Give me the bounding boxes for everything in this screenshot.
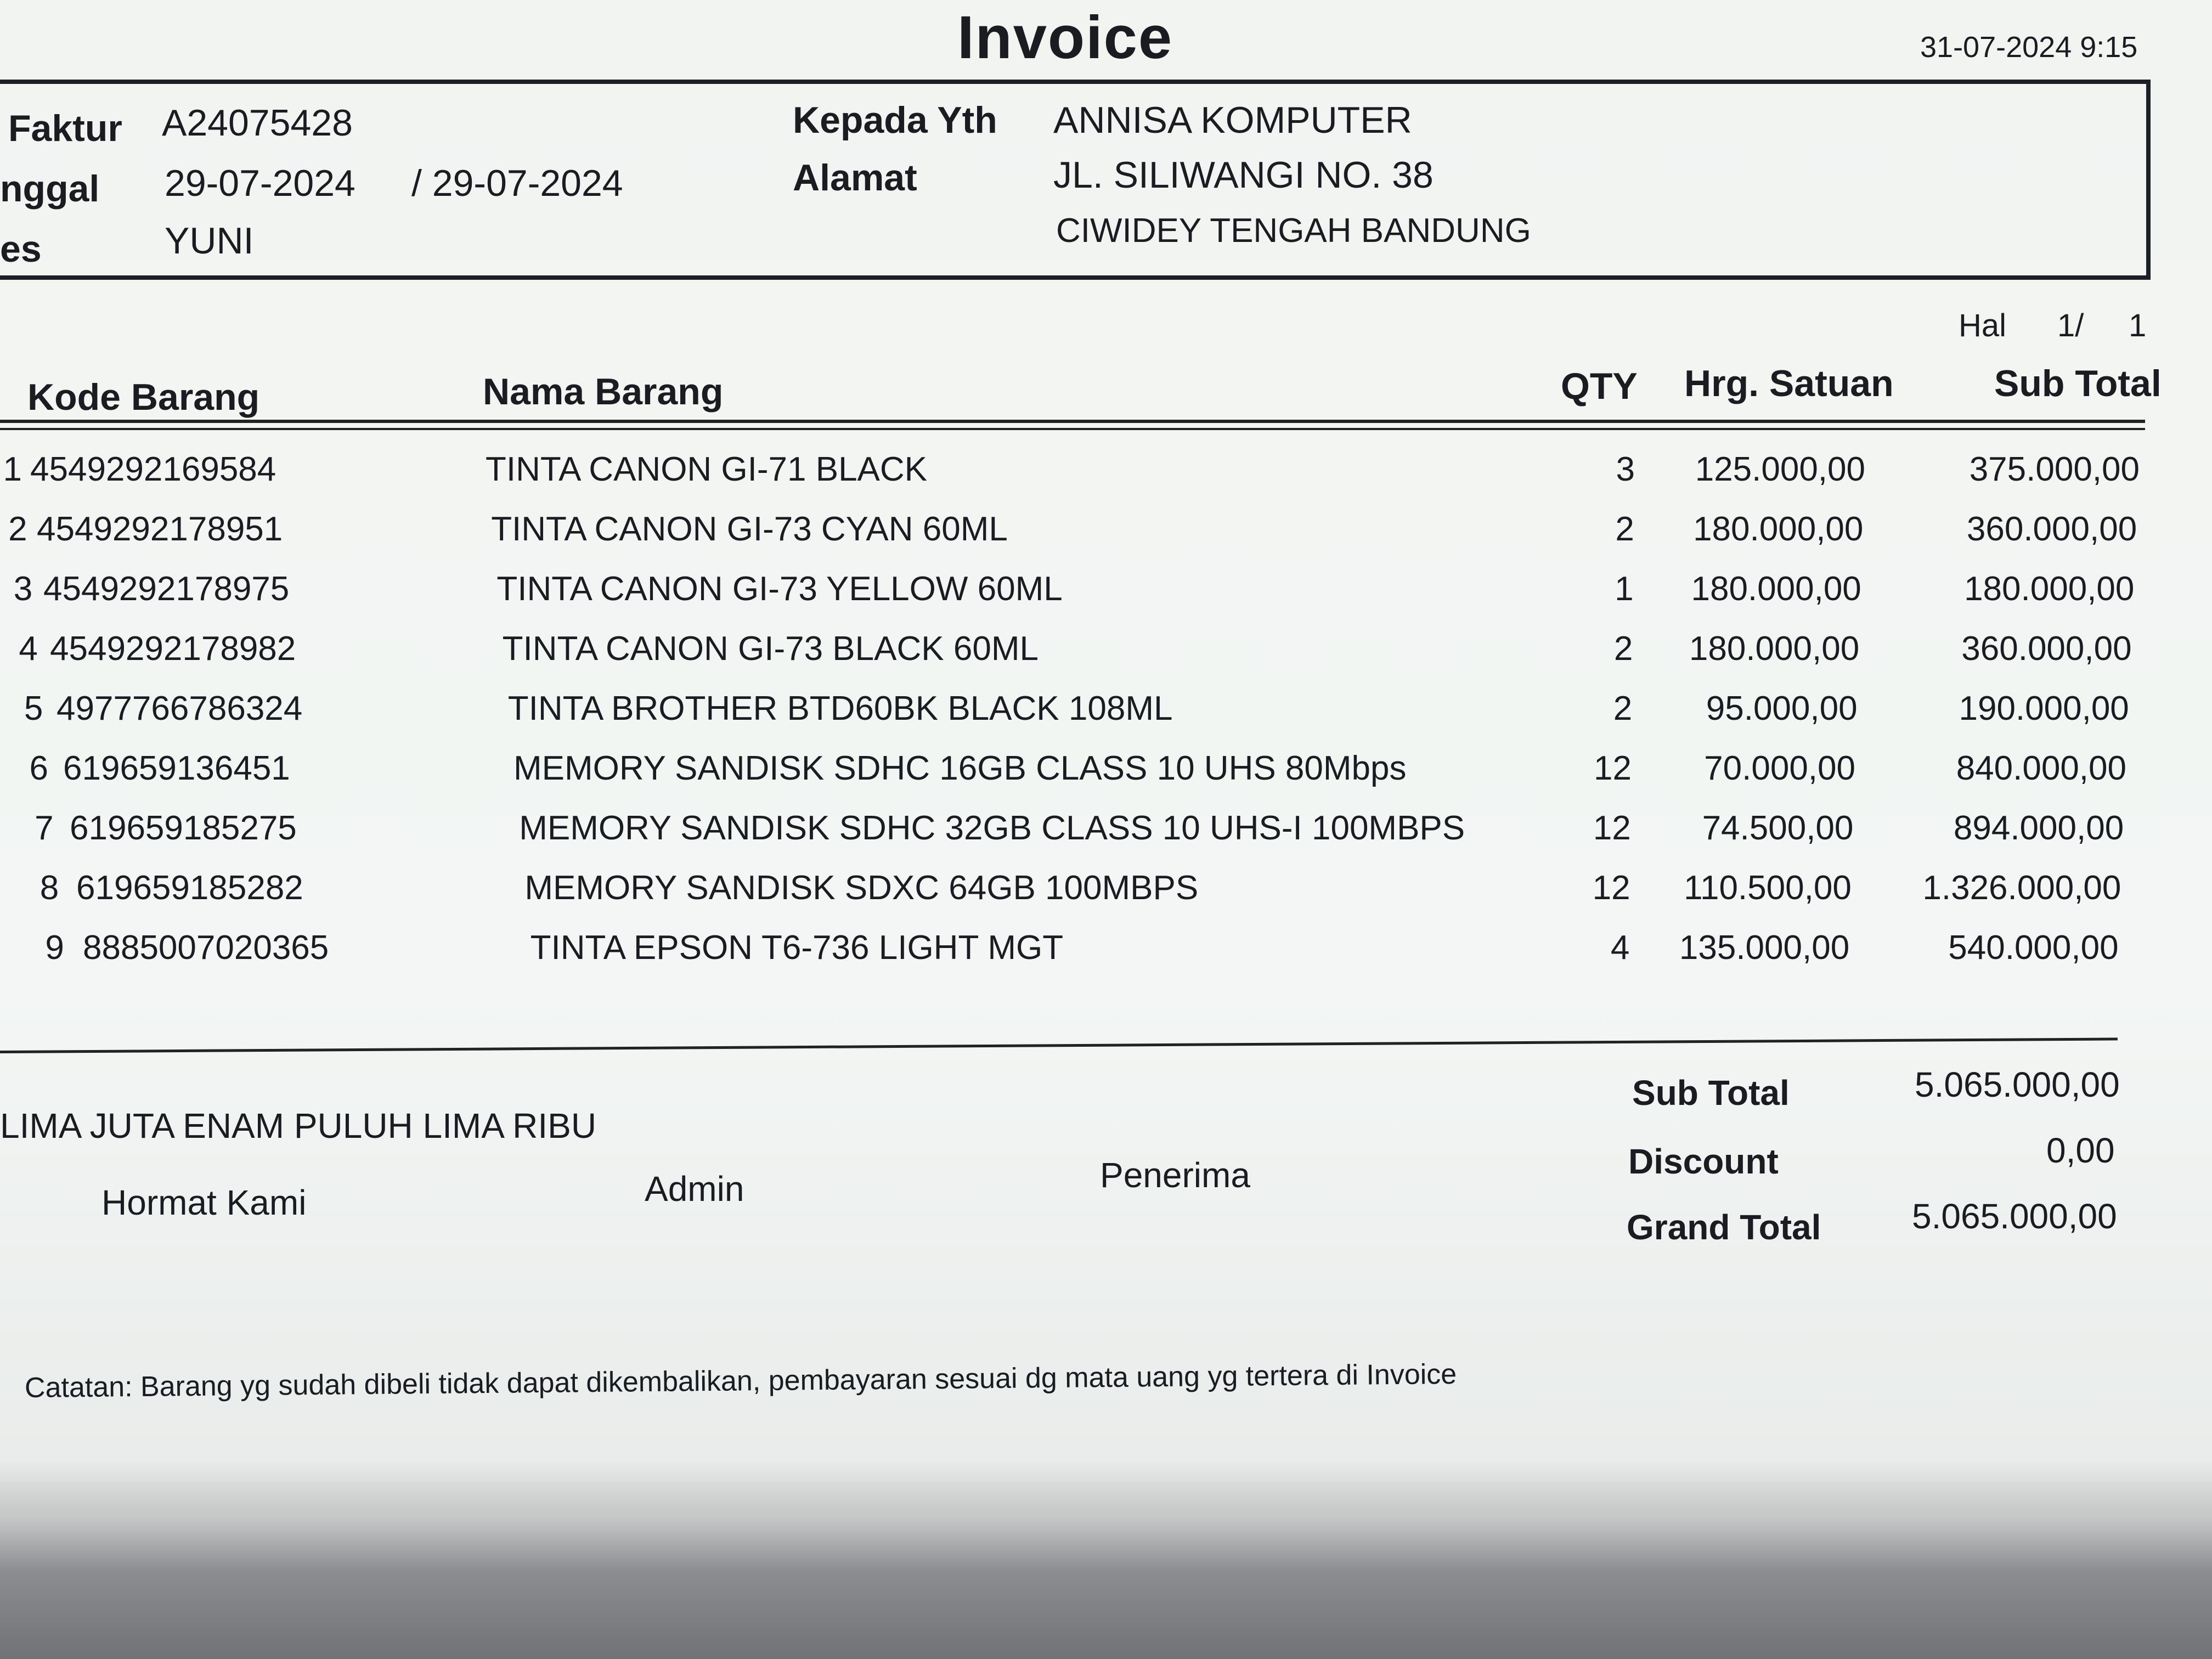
monitor-bezel: [0, 1514, 2212, 1659]
row-sub-total: 190.000,00: [1959, 690, 2129, 727]
row-qty: 2: [1613, 630, 1633, 668]
tanggal-due: / 29-07-2024: [411, 162, 623, 204]
col-sub-total: Sub Total: [1994, 363, 2162, 404]
row-sub-total: 180.000,00: [1964, 570, 2135, 608]
page-total: 1: [2129, 308, 2147, 343]
alamat-line2: CIWIDEY TENGAH BANDUNG: [1056, 212, 1531, 250]
row-qty: 12: [1594, 749, 1632, 787]
faktur-label: Faktur: [8, 108, 122, 149]
row-sub-total: 360.000,00: [1966, 510, 2137, 548]
row-nama-barang: TINTA CANON GI-73 YELLOW 60ML: [496, 570, 1063, 608]
row-sub-total: 894.000,00: [1953, 809, 2124, 847]
row-sub-total: 360.000,00: [1961, 630, 2132, 668]
row-qty: 1: [1615, 570, 1634, 608]
sales-value: YUNI: [165, 220, 254, 262]
row-qty: 4: [1610, 929, 1630, 967]
row-nama-barang: MEMORY SANDISK SDHC 32GB CLASS 10 UHS-I 100MBPS: [519, 809, 1465, 847]
amount-in-words: LIMA JUTA ENAM PULUH LIMA RIBU: [0, 1106, 597, 1146]
kepada-label: Kepada Yth: [793, 99, 997, 141]
row-kode-barang: 619659185282: [76, 869, 303, 907]
print-datetime: 31-07-2024 9:15: [1920, 31, 2138, 64]
row-kode-barang: 619659185275: [70, 809, 297, 847]
header-divider: [0, 420, 2145, 423]
invoice-note: Catatan: Barang yg sudah dibeli tidak dapat dikembalikan, pembayaran sesuai dg mata uang yg tertera di Invoice: [24, 1358, 1457, 1404]
kepada-value: ANNISA KOMPUTER: [1053, 99, 1412, 141]
sales-label: es: [0, 228, 42, 270]
subtotal-label: Sub Total: [1632, 1073, 1790, 1113]
subtotal-value: 5.065.000,00: [1915, 1065, 2120, 1104]
footer-divider: [0, 1037, 2118, 1053]
row-nama-barang: TINTA CANON GI-73 CYAN 60ML: [491, 510, 1008, 548]
row-harga-satuan: 125.000,00: [1695, 450, 1865, 488]
row-nama-barang: TINTA CANON GI-73 BLACK 60ML: [502, 630, 1039, 668]
row-harga-satuan: 74.500,00: [1702, 809, 1854, 847]
row-number: 4: [19, 630, 38, 668]
header-divider-double: [0, 428, 2145, 430]
row-number: 6: [29, 749, 48, 787]
col-nama-barang: Nama Barang: [483, 371, 724, 413]
row-nama-barang: TINTA BROTHER BTD60BK BLACK 108ML: [507, 690, 1173, 727]
row-qty: 12: [1592, 869, 1630, 907]
signature-hormat-kami: Hormat Kami: [101, 1183, 307, 1222]
row-harga-satuan: 180.000,00: [1693, 510, 1864, 548]
row-harga-satuan: 135.000,00: [1679, 929, 1850, 967]
row-sub-total: 840.000,00: [1956, 749, 2126, 787]
signature-penerima: Penerima: [1100, 1155, 1250, 1195]
signature-admin: Admin: [645, 1169, 744, 1209]
faktur-number: A24075428: [162, 102, 353, 144]
row-sub-total: 375.000,00: [1969, 450, 2140, 488]
row-harga-satuan: 180.000,00: [1691, 570, 1861, 608]
row-kode-barang: 619659136451: [63, 749, 290, 787]
row-harga-satuan: 95.000,00: [1706, 690, 1858, 727]
row-sub-total: 1.326.000,00: [1922, 869, 2121, 907]
discount-value: 0,00: [2046, 1131, 2115, 1170]
tanggal-label: nggal: [0, 168, 100, 210]
grand-total-value: 5.065.000,00: [1912, 1197, 2117, 1236]
tanggal-value: 29-07-2024: [165, 162, 356, 204]
row-kode-barang: 8885007020365: [83, 929, 329, 967]
row-nama-barang: MEMORY SANDISK SDHC 16GB CLASS 10 UHS 80Mbps: [514, 749, 1407, 787]
col-harga-satuan: Hrg. Satuan: [1684, 363, 1894, 404]
row-number: 2: [8, 510, 27, 548]
col-qty: QTY: [1561, 365, 1638, 407]
row-number: 5: [24, 690, 43, 727]
row-number: 1: [3, 450, 22, 488]
row-qty: 2: [1613, 690, 1633, 727]
alamat-line1: JL. SILIWANGI NO. 38: [1053, 154, 1434, 196]
row-nama-barang: TINTA EPSON T6-736 LIGHT MGT: [530, 929, 1064, 967]
row-qty: 3: [1616, 450, 1635, 488]
page-label: Hal: [1959, 308, 2007, 343]
invoice-title: Invoice: [957, 4, 1173, 71]
row-harga-satuan: 110.500,00: [1684, 869, 1852, 907]
row-kode-barang: 4549292178951: [37, 510, 283, 548]
row-kode-barang: 4549292178982: [50, 630, 296, 668]
page-number: 1/: [2057, 308, 2084, 343]
grand-total-label: Grand Total: [1627, 1207, 1821, 1247]
row-kode-barang: 4549292178975: [43, 570, 290, 608]
row-number: 7: [35, 809, 54, 847]
row-nama-barang: TINTA CANON GI-71 BLACK: [486, 450, 928, 488]
row-sub-total: 540.000,00: [1948, 929, 2119, 967]
col-kode-barang: Kode Barang: [27, 376, 260, 418]
row-harga-satuan: 180.000,00: [1689, 630, 1860, 668]
alamat-label: Alamat: [793, 157, 917, 199]
row-number: 3: [13, 570, 33, 608]
row-kode-barang: 4977766786324: [57, 690, 303, 727]
row-qty: 12: [1593, 809, 1631, 847]
row-number: 9: [45, 929, 64, 967]
row-nama-barang: MEMORY SANDISK SDXC 64GB 100MBPS: [524, 869, 1199, 907]
row-qty: 2: [1615, 510, 1634, 548]
discount-label: Discount: [1628, 1142, 1779, 1181]
row-harga-satuan: 70.000,00: [1704, 749, 1855, 787]
row-kode-barang: 4549292169584: [30, 450, 276, 488]
row-number: 8: [40, 869, 59, 907]
